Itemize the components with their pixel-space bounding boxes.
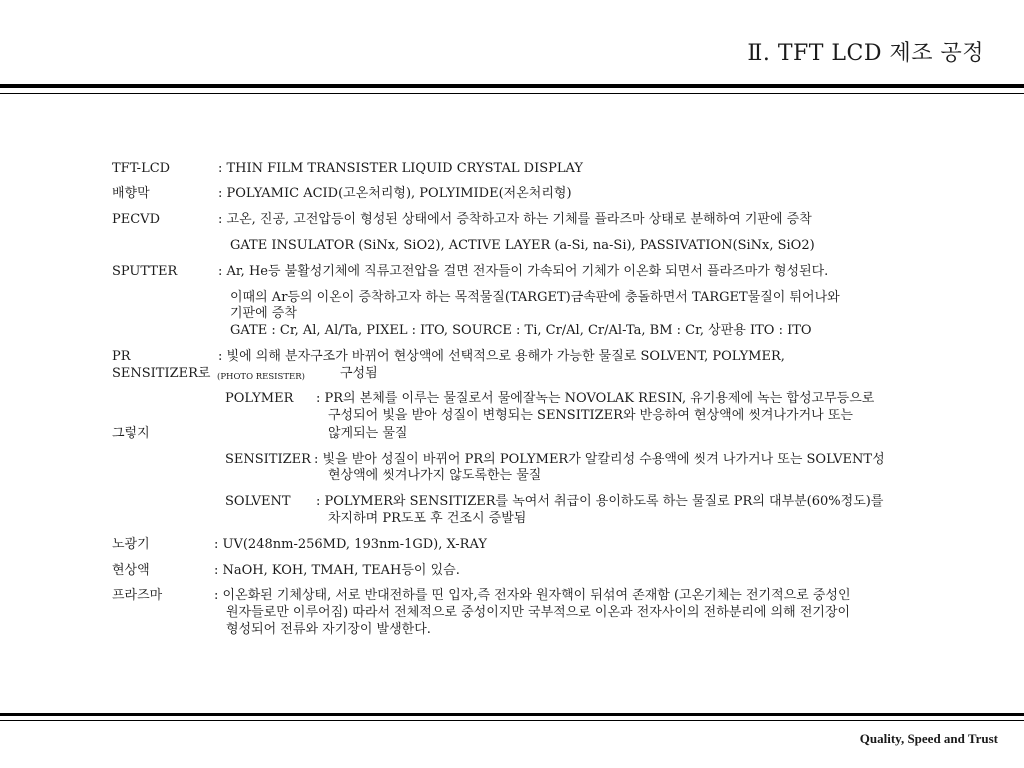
pr-side-label: 그렇지 bbox=[112, 426, 150, 441]
term-exposure: 노광기 bbox=[112, 537, 150, 552]
sputter-definition-line: : Ar, He등 불활성기체에 직류고전압을 걸면 전자들이 가속되어 기체가 이온화 되면서 플라즈마가 형성된다. bbox=[218, 264, 829, 279]
solvent-definition-line: : POLYMER와 SENSITIZER를 녹여서 취급이 용이하도록 하는 물질로 PR의 대부분(60%정도)를 bbox=[316, 494, 884, 509]
polymer-definition-line: : PR의 본체를 이루는 물질로서 물에잘녹는 NOVOLAK RESIN, 유기용제에 녹는 합성고무등으로 bbox=[316, 391, 875, 406]
tft-lcd-definition: : THIN FILM TRANSISTER LIQUID CRYSTAL DISPLAY bbox=[218, 161, 583, 176]
pr-definition-continuation: SENSITIZER로 bbox=[112, 366, 211, 381]
term-plasma: 프라즈마 bbox=[112, 588, 163, 603]
pr-definition-line: : 빛에 의해 분자구조가 바뀌어 현상액에 선택적으로 용해가 가능한 물질로 SOLVENT, POLYMER, bbox=[218, 349, 785, 364]
footer-rule-thick bbox=[0, 713, 1024, 716]
sputter-definition-line: 이때의 Ar등의 이온이 증착하고자 하는 목적물질(TARGET)금속판에 충돌하면서 TARGET물질이 튀어나와 bbox=[230, 290, 840, 305]
subterm-sensitizer: SENSITIZER bbox=[225, 452, 311, 467]
footer-rule-thin bbox=[0, 720, 1024, 721]
term-developer: 현상액 bbox=[112, 563, 150, 578]
term-alignment-film: 배향막 bbox=[112, 186, 150, 201]
sensitizer-definition-line: 현상액에 씻겨나가지 않도록한는 물질 bbox=[328, 468, 542, 483]
alignment-film-definition: : POLYAMIC ACID(고온처리형), POLYIMIDE(저온처리형) bbox=[218, 186, 572, 201]
plasma-definition-line: : 이온화된 기체상태, 서로 반대전하를 띤 입자,즉 전자와 원자핵이 뒤섞여 존재함 (고온기체는 전기적으로 중성인 bbox=[214, 588, 851, 603]
subterm-solvent: SOLVENT bbox=[225, 494, 291, 509]
term-sputter: SPUTTER bbox=[112, 264, 178, 279]
exposure-definition: : UV(248nm-256MD, 193nm-1GD), X-RAY bbox=[214, 537, 487, 552]
polymer-definition-line: 않게되는 물질 bbox=[328, 426, 408, 441]
sputter-definition-line: 기판에 증착 bbox=[230, 306, 297, 321]
pr-photo-resister-note: (PHOTO RESISTER) bbox=[217, 372, 305, 382]
footer-tagline: Quality, Speed and Trust bbox=[859, 731, 998, 746]
sputter-definition-line: GATE : Cr, Al, Al/Ta, PIXEL : ITO, SOURCE : Ti, Cr/Al, Cr/Al-Ta, BM : Cr, 상판용 ITO : ITO bbox=[230, 323, 812, 338]
page-title: Ⅱ. TFT LCD 제조 공정 bbox=[747, 41, 984, 66]
developer-definition: : NaOH, KOH, TMAH, TEAH등이 있슴. bbox=[214, 563, 460, 578]
plasma-definition-line: 원자들로만 이루어짐) 따라서 전체적으로 중성이지만 국부적으로 이온과 전자사이의 전하분리에 의해 전기장이 bbox=[226, 605, 851, 620]
pecvd-definition-line: GATE INSULATOR (SiNx, SiO2), ACTIVE LAYER (a-Si, na-Si), PASSIVATION(SiNx, SiO2) bbox=[230, 238, 815, 253]
term-tft-lcd: TFT-LCD bbox=[112, 161, 171, 176]
solvent-definition-line: 차지하며 PR도포 후 건조시 증발됨 bbox=[328, 511, 527, 526]
sensitizer-definition-line: : 빛을 받아 성질이 바뀌어 PR의 POLYMER가 알칼리성 수용액에 씻겨 나가거나 또는 SOLVENT성 bbox=[314, 452, 885, 467]
term-pr: PR bbox=[112, 349, 131, 364]
term-pecvd: PECVD bbox=[112, 212, 160, 227]
plasma-definition-line: 형성되어 전류와 자기장이 발생한다. bbox=[226, 622, 431, 637]
pecvd-definition-line: : 고온, 진공, 고전압등이 형성된 상태에서 증착하고자 하는 기체를 플라즈마 상태로 분해하여 기판에 증착 bbox=[218, 212, 812, 227]
pr-definition-continuation: 구성됨 bbox=[340, 366, 378, 381]
subterm-polymer: POLYMER bbox=[225, 391, 294, 406]
polymer-definition-line: 구성되어 빛을 받아 성질이 변형되는 SENSITIZER와 반응하여 현상액에 씻겨나가거나 또는 bbox=[328, 408, 853, 423]
